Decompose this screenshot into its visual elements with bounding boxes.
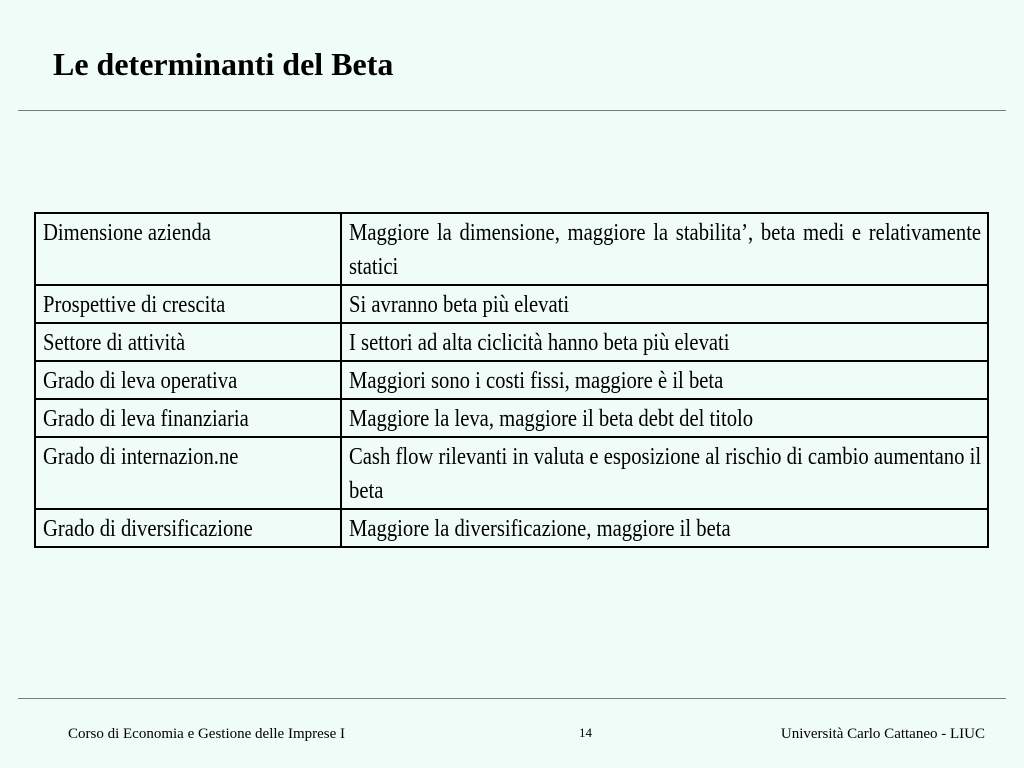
factor-cell: Grado di leva finanziaria (35, 399, 341, 437)
effect-cell: Maggiore la leva, maggiore il beta debt del titolo (341, 399, 988, 437)
table-row (35, 323, 988, 361)
factor-cell: Prospettive di crescita (35, 285, 341, 323)
footer-university: Università Carlo Cattaneo - LIUC (780, 726, 985, 742)
table-row (35, 437, 988, 509)
table-row (35, 509, 988, 547)
effect-cell: Si avranno beta più elevati (341, 285, 988, 323)
effect-cell: Maggiori sono i costi fissi, maggiore è il beta (341, 361, 988, 399)
effect-cell: Maggiore la diversificazione, maggiore il beta (341, 509, 988, 547)
factor-cell: Grado di internazion.ne (35, 437, 341, 509)
effect-cell: Maggiore la dimensione, maggiore la stabilita’, beta medi e relativamente statici (341, 213, 988, 285)
effect-cell: I settori ad alta ciclicità hanno beta più elevati (341, 323, 988, 361)
effect-cell: Cash flow rilevanti in valuta e esposizione al rischio di cambio aumentano il beta (341, 437, 988, 509)
factor-cell: Dimensione azienda (35, 213, 341, 285)
table-row (35, 285, 988, 323)
table-row (35, 213, 988, 285)
page-number: 14 (579, 725, 592, 740)
footer-divider (18, 698, 1006, 699)
factor-cell: Grado di diversificazione (35, 509, 341, 547)
factor-cell: Settore di attività (35, 323, 341, 361)
factor-cell: Grado di leva operativa (35, 361, 341, 399)
title-divider (18, 110, 1006, 111)
table-row (35, 399, 988, 437)
beta-determinants-table (34, 212, 989, 548)
footer-course: Corso di Economia e Gestione delle Imprese I (68, 726, 346, 742)
slide-title: Le determinanti del Beta (53, 46, 394, 82)
table-row (35, 361, 988, 399)
